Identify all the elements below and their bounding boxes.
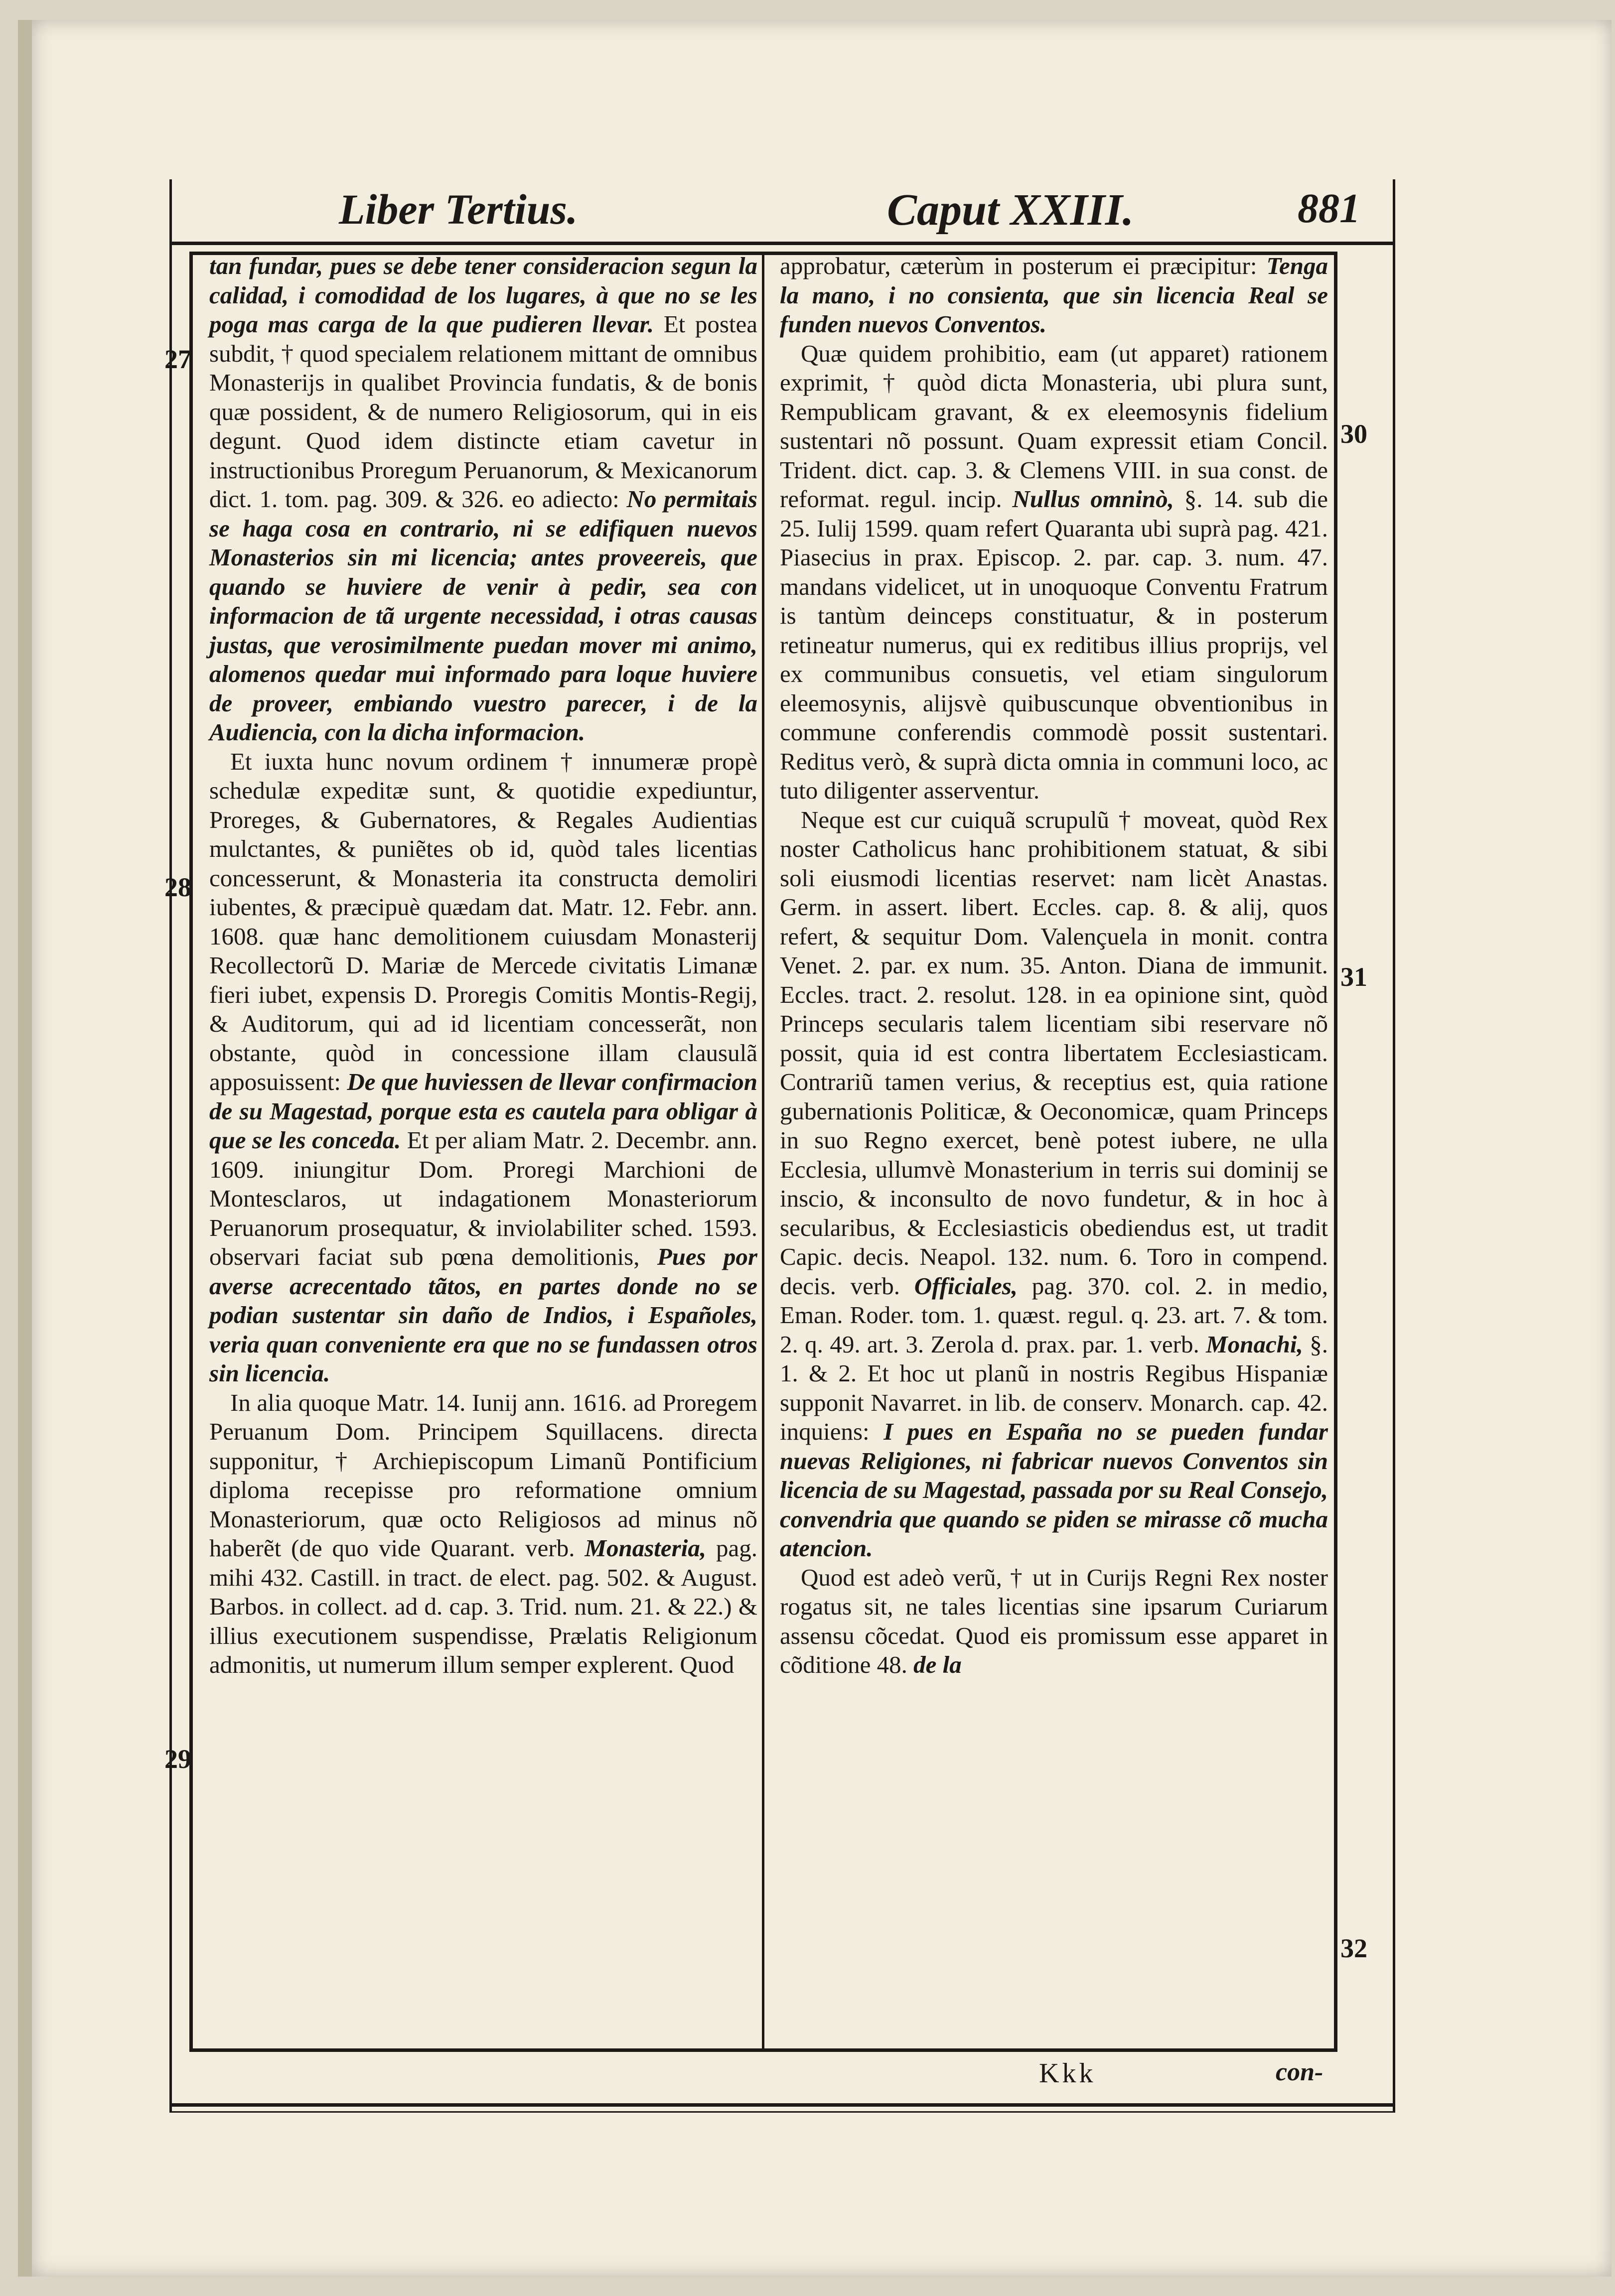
- margin-number-32: 32: [1340, 1933, 1367, 1963]
- right-p3-text-2: pag. 370. col. 2. in medio, Eman. Roder. tom. 1. quæst. regul. q. 23. art. 7. & tom. 2. q. 49. art. 3. Zerola d. prax. par. 1. verb.: [780, 1272, 1328, 1358]
- right-p3-text: Neque est cur cuiquã scrupulũ † moveat, quòd Rex noster Catholicus hanc prohibitionem statuat, & sibi soli eiusmodi licentias reservet: nam licèt Anastas. Germ. in assert. libert. Eccles. cap. 8. & alij, quos refert, & sequitur Dom. Valençuela in monit. contra Venet. 2. par. ex num. 35. Anton. Diana de immunit. Eccles. tract. 2. resolut. 128. in ea opinione sint, quòd Princeps secularis talem licentiam sibi reservare nõ possit, quia id est contra libertatem Ecclesiasticam. Contrariũ tamen verius, & receptius est, quia ratione gubernationis Politicæ, & Oeconomicæ, quam Princeps in suo Regno exercet, benè potest iubere, ne ulla Ecclesia, ullumvè Monasterium in terris sui dominij se inscio, & inconsulto de novo fundetur, & in hoc à secularibus, & Ecclesiasticis obediendus est, ut tradit Capic. decis. Neapol. 132. num. 6. Toro in compend. decis. verb.: [780, 806, 1328, 1300]
- left-p2-italic: De que huviessen de llevar confirmacion de su Magestad, porque esta es cautela para obligar à que se les conceda.: [209, 1068, 757, 1154]
- right-p3-italic-2: Monachi,: [1199, 1330, 1303, 1358]
- right-p1-text: approbatur, cæterùm in posterum ei præcipitur:: [780, 252, 1257, 279]
- right-p3-italic-3: I pues en España no se pueden fundar nuevas Religiones, ni fabricar nuevos Conventos sin licencia de su Magestad, passada por su Real Consejo, convendria que quando se piden se mirasse cõ mucha atencion.: [780, 1418, 1328, 1562]
- header-chapter-title: Caput XXIII.: [887, 185, 1134, 235]
- right-p4-italic: de la: [907, 1651, 962, 1678]
- catchword: con-: [1276, 2058, 1323, 2086]
- right-outer-rule: [1393, 179, 1395, 2112]
- left-paragraph-1: [209, 252, 757, 747]
- right-p3-text-3: §. 1. & 2. Et hoc ut planũ in nostris Regibus Hispaniæ supponit Navarret. in lib. de conserv. Monarch. cap. 42. inquiens:: [780, 1330, 1328, 1445]
- right-p2-text-2: §. 14. sub die 25. Iulij 1599. quam refert Quaranta ubi suprà pag. 421. Piasecius in prax. Episcop. 2. par. cap. 3. num. 47. mandans videlicet, ut in unoquoque Conventu Fratrum is tantùm deinceps constituatur, & in posterum retineatur numerus, qui ex reditibus illius proprijs, vel ex communibus consuetis, vel etiam singulorum eleemosynis, alijsvè quibuscunque obventionibus in commune conferendis commodè possit sustentari. Reditus verò, & suprà dicta omnia in communi loco, ac tuto diligenter asserventur.: [780, 485, 1328, 804]
- margin-number-29: 29: [164, 1744, 191, 1774]
- margin-number-30: 30: [1340, 419, 1367, 449]
- header-book-title: Liber Tertius.: [339, 185, 578, 233]
- header-rule: [169, 242, 1395, 245]
- left-p1-text: Et postea subdit, † quod specialem relationem mittant de omnibus Monasterijs in qualibet Provincia fundatis, & de bonis quæ possident, & de numero Religiosorum, qui in eis degunt. Quod idem distincte etiam cavetur in instructionibus Proregum Peruanorum, & Mexicanorum dict. 1. tom. pag. 309. & 326. eo adiecto:: [209, 310, 757, 513]
- margin-number-28: 28: [164, 872, 191, 902]
- page-number: 881: [1298, 185, 1360, 232]
- margin-number-31: 31: [1340, 962, 1367, 992]
- running-header: [159, 184, 1360, 234]
- left-p3-text: In alia quoque Matr. 14. Iunij ann. 1616. ad Proregem Peruanum Dom. Principem Squillacens. directa supponitur, † Archiepiscopum Limanũ Pontificium diploma recepisse pro reformatione omnium Monasteriorum, quæ octo Religiosos ad minus nõ haberẽt (de quo vide Quarant. verb.: [209, 1388, 757, 1562]
- left-p3-italic: Monasteria,: [575, 1534, 707, 1562]
- right-p2-italic: Nullus omninò,: [1002, 485, 1174, 513]
- right-p1-italic: Tenga la mano, i no consienta, que sin licencia Real se funden nuevos Conventos.: [780, 252, 1328, 338]
- margin-number-27: 27: [164, 344, 191, 374]
- left-outer-rule: [169, 179, 172, 2112]
- right-p3-italic: Officiales,: [900, 1272, 1018, 1300]
- left-p2-text: Et iuxta hunc novum ordinem † innumeræ propè schedulæ expeditæ sunt, & quotidie expediuntur, Proreges, & Gubernatores, & Regales Audientias mulctantes, & puniẽtes ob id, quòd tales licentias concesserunt, & Monasteria ita constructa demoliri iubentes, & præcipuè quædam dat. Matr. 12. Febr. ann. 1608. quæ hanc demolitionem cuiusdam Monasterij Recollectorũ D. Mariæ de Mercede civitatis Limanæ fieri iubet, expensis D. Proregis Comitis Montis-Regij, & Auditorum, qui ad id licentiam concesserãt, non obstante, quòd in concessione illam clausulã apposuissent:: [209, 747, 757, 1095]
- right-p4-text: Quod est adeò verũ, † ut in Curijs Regni Rex noster rogatus sit, ne tales licentias sine ipsarum Curiarum assensu cõcedat. Quod eis promissum esse apparet in cõditione 48.: [780, 1563, 1328, 1678]
- left-paragraph-2: [209, 747, 757, 1388]
- footer-rule-bottom: [169, 2111, 1395, 2113]
- right-column: [780, 252, 1328, 1680]
- right-paragraph-2: [780, 339, 1328, 806]
- left-paragraph-3: [209, 1388, 757, 1680]
- right-paragraph-3: [780, 806, 1328, 1563]
- left-p2-italic-2: Pues por averse acrecentado tãtos, en partes donde no se podian sustentar sin daño de Indios, i Españoles, veria quan conveniente era que no se fundassen otros sin licencia.: [209, 1243, 757, 1387]
- left-column: [209, 252, 757, 1680]
- right-paragraph-4: [780, 1563, 1328, 1680]
- column-divider: [762, 255, 764, 2048]
- right-p2-text: Quæ quidem prohibitio, eam (ut apparet) rationem exprimit, † quòd dicta Monasteria, ubi plura sunt, Rempublicam gravant, & ex eleemosynis fidelium sustentari nõ possunt. Quam expressit etiam Concil. Trident. dict. cap. 3. & Clemens VIII. in sua const. de reformat. regul. incip.: [780, 339, 1328, 513]
- footer-rule-top: [169, 2103, 1395, 2107]
- left-p3-text-2: pag. mihi 432. Castill. in tract. de elect. pag. 502. & August. Barbos. in collect. ad d. cap. 3. Trid. num. 21. & 22.) & illius executionem suspendisse, Prælatis Religionum admonitis, ut numerum illum semper explerent. Quod: [209, 1534, 757, 1678]
- left-p2-text-2: Et per aliam Matr. 2. Decembr. ann. 1609. iniungitur Dom. Proregi Marchioni de Montesclaros, ut indagationem Monasteriorum Peruanorum prosequatur, & inviolabiliter sched. 1593. observari faciat sub pœna demolitionis,: [209, 1126, 758, 1270]
- left-p1-italic-2: No permitais se haga cosa en contrario, ni se edifiquen nuevos Monasterios sin mi licencia; antes proveereis, que quando se huviere de venir à pedir, sea con informacion de tã urgente necessidad, i otras causas justas, que verosimilmente puedan mover mi animo, alomenos quedar mui informado para loque huviere de proveer, embiando vuestro parecer, i de la Audiencia, con la dicha informacion.: [209, 485, 757, 746]
- left-p1-italic: tan fundar, pues se debe tener consideracion segun la calidad, i comodidad de los lugares, à que no se les poga mas carga de la que pudieren llevar.: [209, 252, 757, 338]
- right-paragraph-1: [780, 252, 1328, 339]
- signature-mark: Kkk: [1039, 2058, 1096, 2089]
